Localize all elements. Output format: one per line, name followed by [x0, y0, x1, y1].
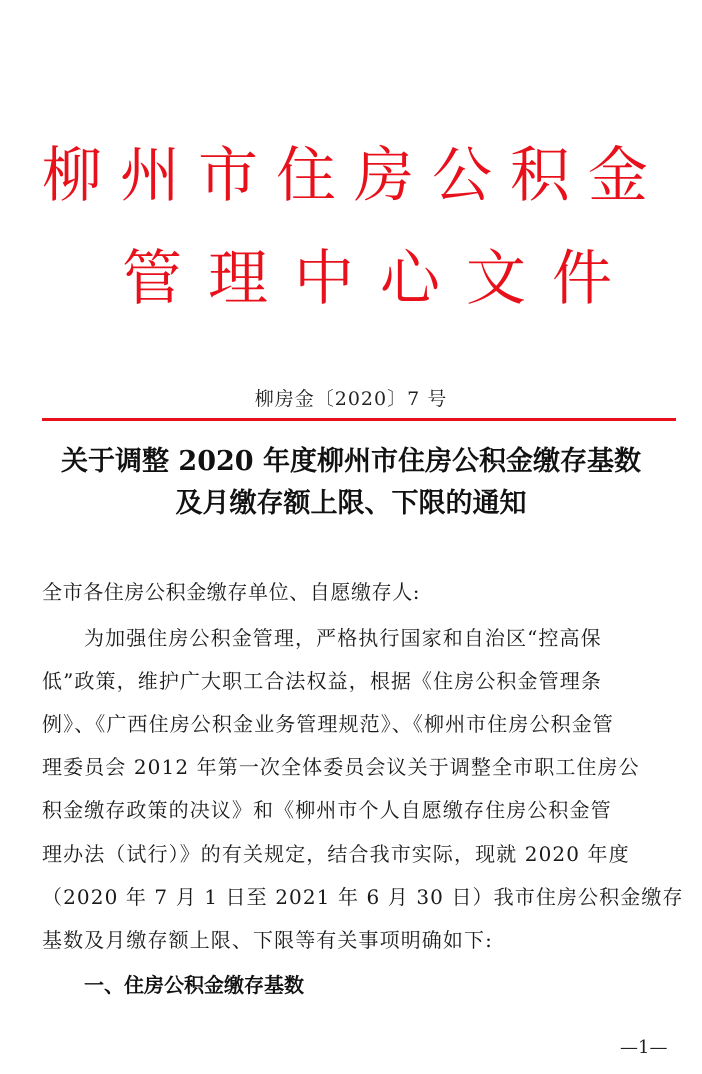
- body-line: 理办法（试行）》的有关规定，结合我市实际，现就 2020 年度: [42, 842, 630, 866]
- red-divider-line: [42, 418, 676, 421]
- document-title-line2: 及月缴存额上限、下限的通知: [175, 488, 527, 519]
- body-line: 基数及月缴存额上限、下限等有关事项明确如下:: [42, 928, 493, 952]
- page-number: —1—: [620, 1037, 668, 1058]
- body-line: （2020 年 7 月 1 日至 2021 年 6 月 30 日）我市住房公积金缴存: [42, 885, 684, 909]
- body-line: 为加强住房公积金管理，严格执行国家和自治区“控高保: [84, 626, 602, 650]
- issuer-name-line2: 管理中心文件: [122, 244, 638, 314]
- body-line: 积金缴存政策的决议》和《柳州市个人自愿缴存住房公积金管: [42, 798, 612, 822]
- section-heading: 一、住房公积金缴存基数: [84, 973, 304, 997]
- body-line: 低”政策，维护广大职工合法权益，根据《住房公积金管理条: [42, 669, 602, 693]
- body-line: 理委员会 2012 年第一次全体委员会议关于调整全市职工住房公: [42, 755, 640, 779]
- body-line: 例》、《广西住房公积金业务管理规范》、《柳州市住房公积金管: [42, 712, 614, 736]
- issuer-name-line1: 柳州市住房公积金: [42, 141, 666, 211]
- salutation: 全市各住房公积金缴存单位、自愿缴存人:: [42, 580, 421, 604]
- document-title-line1: 关于调整 2020 年度柳州市住房公积金缴存基数: [61, 446, 641, 477]
- document-number: 柳房金〔2020〕7 号: [254, 388, 448, 410]
